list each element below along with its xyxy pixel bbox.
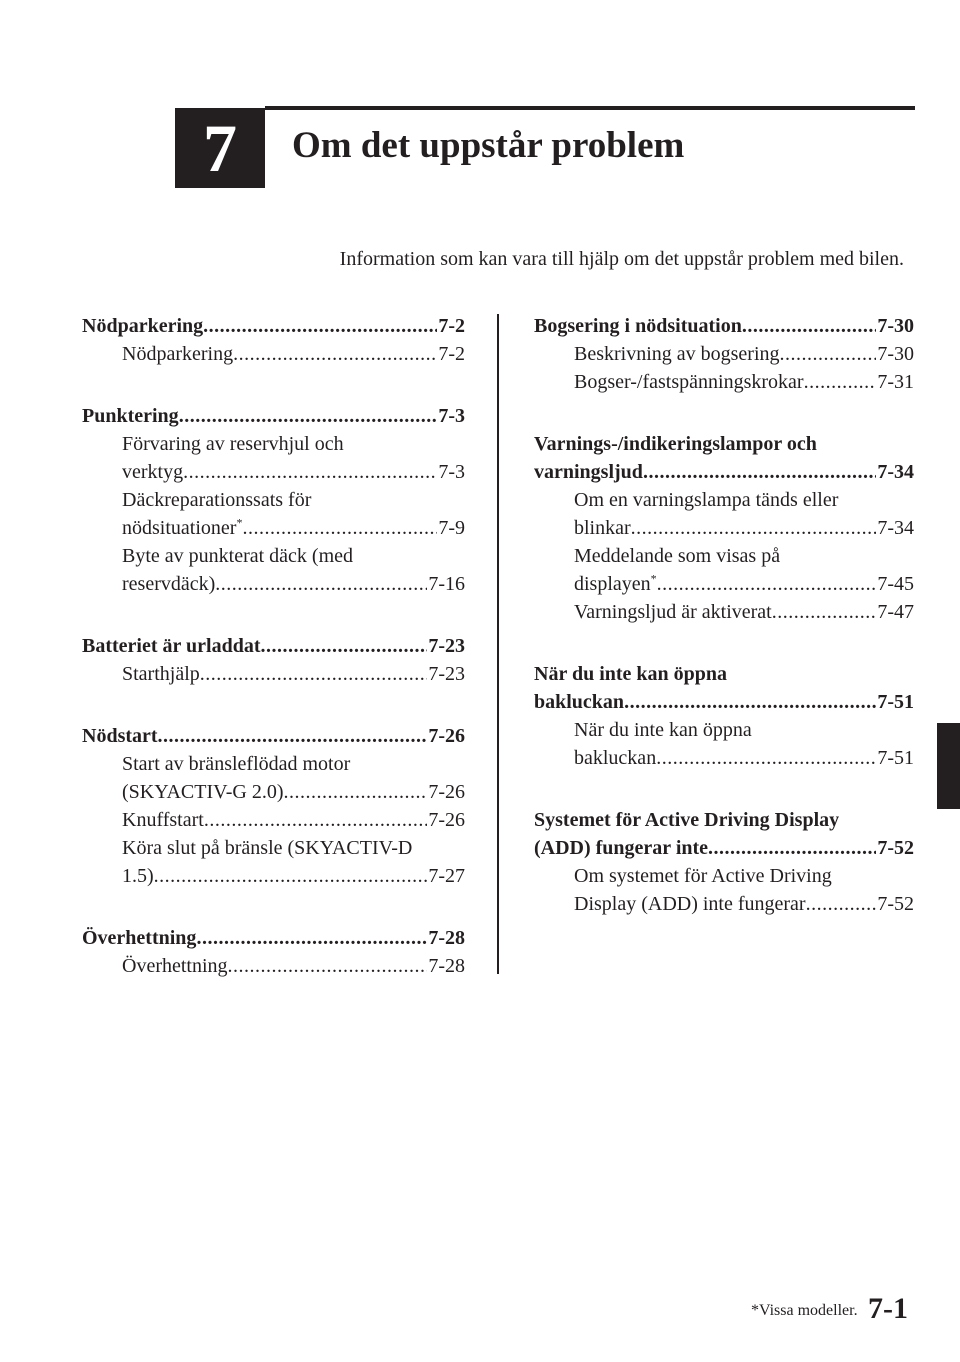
toc-entry-page: 7-16 [428, 573, 465, 595]
toc-entry-first-line: Meddelande som visas på [574, 545, 781, 567]
toc-entry-first-line: Om en varningslampa tänds eller [574, 489, 839, 511]
dot-leader [215, 570, 427, 598]
toc-section [82, 632, 465, 688]
chapter-thumb-tab [937, 723, 960, 809]
toc-entry-page: 7-28 [428, 927, 465, 949]
toc-right-column [534, 312, 914, 952]
toc-entry-title-text: displayen [574, 573, 651, 595]
toc-section-heading[interactable] [82, 402, 465, 430]
toc-entry-first-line: Systemet för Active Driving Display [534, 809, 840, 831]
toc-entry-title-text: bakluckan [574, 747, 657, 769]
dot-leader [200, 660, 428, 688]
toc-entry-title-text: Batteriet är urladdat [82, 635, 261, 657]
toc-entry-title-text: verktyg [122, 461, 184, 483]
toc-entry-title-text: reservdäck) [122, 573, 216, 595]
column-divider [497, 314, 499, 974]
chapter-intro: Information som kan vara till hjälp om det uppstår problem med bilen. [339, 248, 904, 270]
toc-entry-page: 7-45 [877, 573, 914, 595]
toc-item[interactable] [82, 834, 465, 890]
toc-entry-title-text: Bogsering i nödsituation [534, 315, 742, 337]
toc-entry-title [122, 952, 228, 980]
toc-entry-title-text: Punktering [82, 405, 179, 427]
toc-entry-title-text: bakluckan [534, 691, 625, 713]
toc-entry-title [122, 514, 242, 542]
toc-entry-title [574, 340, 780, 368]
toc-section [82, 312, 465, 368]
toc-entry-title [574, 570, 657, 598]
dot-leader [179, 402, 438, 430]
toc-entry-first-line: Byte av punkterat däck (med [122, 545, 354, 567]
dot-leader [804, 368, 877, 396]
dot-leader [780, 340, 877, 368]
footnote: *Vissa modeller. [751, 1302, 858, 1319]
toc-left-column [82, 312, 465, 1014]
chapter-number: 7 [203, 110, 237, 186]
toc-entry-page: 7-23 [428, 635, 465, 657]
dot-leader [228, 952, 428, 980]
asterisk-marker: * [650, 571, 657, 586]
toc-item[interactable] [82, 542, 465, 598]
toc-entry-first-line: När du inte kan öppna [534, 663, 728, 685]
toc-section-heading[interactable] [82, 312, 465, 340]
toc-entry-first-line: Om systemet för Active Driving [574, 865, 832, 887]
toc-item[interactable] [534, 716, 914, 772]
toc-entry-page: 7-27 [428, 865, 465, 887]
toc-entry-title [534, 688, 624, 716]
toc-entry-title [82, 632, 261, 660]
toc-entry-title [574, 368, 804, 396]
asterisk-marker: * [236, 515, 243, 530]
toc-item[interactable] [82, 806, 465, 834]
toc-entry-page: 7-23 [428, 663, 465, 685]
toc-entry-first-line: Start av bränsleflödad motor [122, 753, 351, 775]
toc-section-heading[interactable] [534, 660, 914, 716]
toc-entry-title [534, 458, 643, 486]
toc-entry-page: 7-26 [428, 781, 465, 803]
toc-entry-page: 7-34 [877, 517, 914, 539]
toc-section [534, 806, 914, 918]
toc-entry-title [82, 924, 196, 952]
dot-leader [196, 924, 427, 952]
toc-entry-page: 7-30 [877, 343, 914, 365]
title-rule [265, 106, 915, 110]
dot-leader [708, 834, 876, 862]
dot-leader [183, 458, 437, 486]
dot-leader [261, 632, 428, 660]
toc-item[interactable] [82, 952, 465, 980]
toc-section [534, 430, 914, 626]
toc-entry-page: 7-51 [877, 747, 914, 769]
toc-section [82, 722, 465, 890]
toc-entry-title-text: Nödstart [82, 725, 158, 747]
toc-section [534, 312, 914, 396]
toc-entry-page: 7-30 [877, 315, 914, 337]
toc-entry-title-text: Nödparkering [122, 343, 234, 365]
chapter-number-block [175, 108, 265, 188]
dot-leader [656, 744, 876, 772]
toc-entry-title [82, 722, 158, 750]
toc-item[interactable] [534, 368, 914, 396]
toc-entry-page: 7-2 [438, 315, 465, 337]
toc-entry-page: 7-34 [877, 461, 914, 483]
toc-entry-page: 7-52 [877, 893, 914, 915]
toc-entry-title-text: Knuffstart [122, 809, 204, 831]
dot-leader [742, 312, 877, 340]
toc-item[interactable] [82, 340, 465, 368]
toc-entry-title-text: varningsljud [534, 461, 643, 483]
toc-item[interactable] [534, 340, 914, 368]
toc-entry-title [122, 340, 233, 368]
toc-entry-page: 7-26 [428, 725, 465, 747]
toc-entry-title [82, 312, 203, 340]
toc-entry-title-text: Display (ADD) inte fungerar [574, 893, 806, 915]
toc-entry-page: 7-2 [438, 343, 465, 365]
toc-entry-title-text: nödsituationer [122, 517, 237, 539]
toc-entry-title [122, 806, 204, 834]
toc-entry-title-text: Överhettning [82, 927, 197, 949]
toc-entry-title [574, 598, 772, 626]
toc-section-heading[interactable] [534, 312, 914, 340]
dot-leader [772, 598, 877, 626]
toc-entry-title-text: Beskrivning av bogsering [574, 343, 780, 365]
toc-entry-title-text: 1.5) [122, 865, 154, 887]
toc-section-heading[interactable] [534, 430, 914, 486]
toc-entry-title [122, 570, 215, 598]
toc-entry-page: 7-52 [877, 837, 914, 859]
toc-item[interactable] [82, 486, 465, 542]
toc-entry-title [574, 890, 806, 918]
toc-entry-title [82, 402, 179, 430]
toc-entry-title-text: Nödparkering [82, 315, 204, 337]
toc-entry-title [122, 458, 183, 486]
chapter-title: Om det uppstår problem [292, 125, 685, 166]
toc-entry-page: 7-26 [428, 809, 465, 831]
toc-item[interactable] [534, 486, 914, 542]
toc-entry-page: 7-51 [877, 691, 914, 713]
toc-entry-title-text: (SKYACTIV-G 2.0) [122, 781, 284, 803]
page-number: 7-1 [868, 1292, 908, 1325]
toc-entry-title-text: Överhettning [122, 955, 228, 977]
dot-leader [806, 890, 877, 918]
toc-entry-page: 7-3 [438, 405, 465, 427]
toc-section [534, 660, 914, 772]
toc-entry-title [574, 744, 656, 772]
dot-leader [204, 806, 427, 834]
dot-leader [283, 778, 427, 806]
dot-leader [242, 514, 437, 542]
dot-leader [158, 722, 428, 750]
toc-entry-first-line: Köra slut på bränsle (SKYACTIV-D [122, 837, 413, 859]
toc-entry-page: 7-31 [877, 371, 914, 393]
toc-section [82, 402, 465, 598]
toc-item[interactable] [534, 862, 914, 918]
dot-leader [657, 570, 877, 598]
toc-entry-first-line: Varnings-/indikeringslampor och [534, 433, 817, 455]
toc-entry-title [534, 312, 742, 340]
toc-entry-title-text: Starthjälp [122, 663, 200, 685]
toc-section-heading[interactable] [82, 722, 465, 750]
toc-entry-title [574, 514, 631, 542]
dot-leader [233, 340, 437, 368]
toc-section [82, 924, 465, 980]
toc-entry-page: 7-9 [438, 517, 465, 539]
toc-entry-title-text: blinkar [574, 517, 631, 539]
toc-entry-title-text: Varningsljud är aktiverat [574, 601, 772, 623]
dot-leader [203, 312, 437, 340]
toc-entry-title [122, 862, 154, 890]
toc-section-heading[interactable] [82, 632, 465, 660]
toc-section-heading[interactable] [534, 806, 914, 862]
toc-item[interactable] [534, 542, 914, 598]
dot-leader [643, 458, 876, 486]
dot-leader [154, 862, 428, 890]
toc-entry-title-text: (ADD) fungerar inte [534, 837, 709, 859]
toc-entry-title-text: Bogser-/fastspänningskrokar [574, 371, 804, 393]
toc-entry-first-line: Däckreparationssats för [122, 489, 312, 511]
toc-entry-page: 7-28 [428, 955, 465, 977]
toc-entry-title [122, 778, 283, 806]
toc-entry-title [534, 834, 708, 862]
toc-entry-first-line: När du inte kan öppna [574, 719, 752, 741]
toc-entry-title [122, 660, 200, 688]
toc-item[interactable] [82, 750, 465, 806]
toc-item[interactable] [534, 598, 914, 626]
toc-entry-first-line: Förvaring av reservhjul och [122, 433, 344, 455]
toc-entry-page: 7-47 [877, 601, 914, 623]
toc-item[interactable] [82, 430, 465, 486]
toc-section-heading[interactable] [82, 924, 465, 952]
toc-entry-page: 7-3 [438, 461, 465, 483]
dot-leader [624, 688, 876, 716]
dot-leader [631, 514, 877, 542]
toc-item[interactable] [82, 660, 465, 688]
